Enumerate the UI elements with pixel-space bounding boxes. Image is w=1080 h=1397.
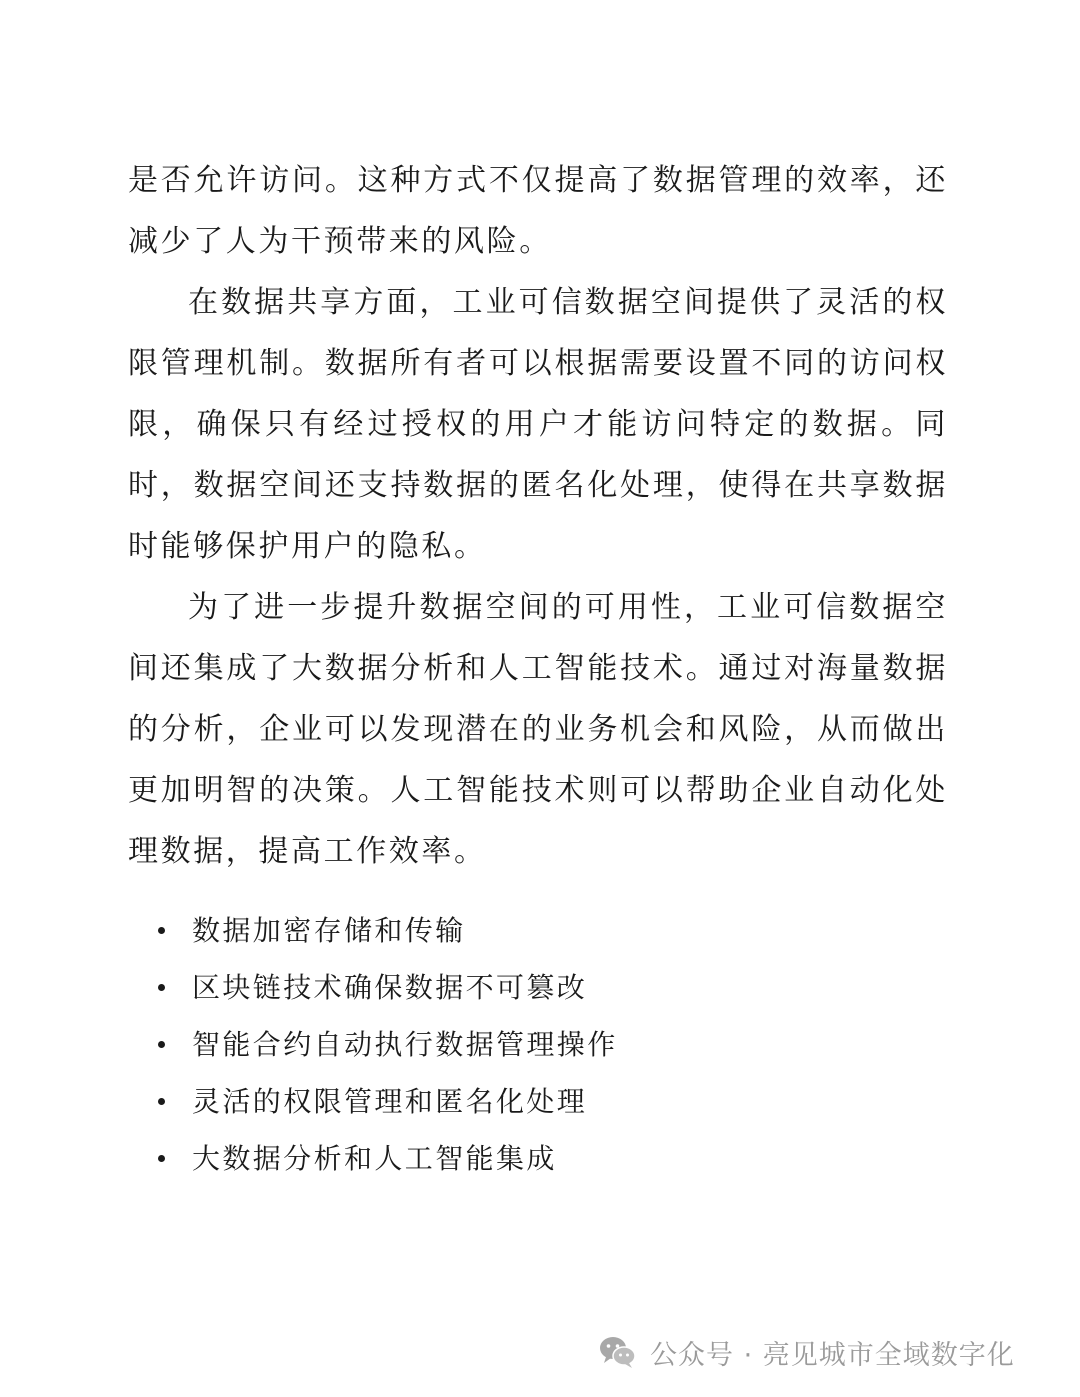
list-item	[128, 1073, 948, 1130]
list-item	[128, 902, 948, 959]
watermark	[598, 1330, 1015, 1374]
list-item-text: 智能合约自动执行数据管理操作	[192, 1028, 618, 1061]
bullet-dot-icon	[158, 1041, 165, 1048]
list-item	[128, 959, 948, 1016]
document-page	[128, 150, 948, 1187]
wechat-icon	[598, 1334, 638, 1370]
list-item-text: 大数据分析和人工智能集成	[192, 1142, 557, 1175]
watermark-text: 公众号 · 亮见城市全域数字化	[650, 1339, 1015, 1371]
paragraph-continued: 是否允许访问。这种方式不仅提高了数据管理的效率，还减少了人为干预带来的风险。	[128, 163, 948, 259]
paragraph-data-analysis: 为了进一步提升数据空间的可用性，工业可信数据空间还集成了大数据分析和人工智能技术。通过对海量数据的分析，企业可以发现潜在的业务机会和风险，从而做出更加明智的决策。人工智能技术则可以帮助企业自动化处理数据，提高工作效率。	[128, 590, 948, 869]
bullet-dot-icon	[158, 984, 165, 991]
list-item-text: 数据加密存储和传输	[192, 914, 466, 947]
list-item	[128, 1130, 948, 1187]
bullet-dot-icon	[158, 1098, 165, 1105]
bullet-dot-icon	[158, 1155, 165, 1162]
bullet-dot-icon	[158, 927, 165, 934]
list-item	[128, 1016, 948, 1073]
paragraph-data-sharing: 在数据共享方面，工业可信数据空间提供了灵活的权限管理机制。数据所有者可以根据需要设置不同的访问权限，确保只有经过授权的用户才能访问特定的数据。同时，数据空间还支持数据的匿名化处理，使得在共享数据时能够保护用户的隐私。	[128, 285, 948, 564]
list-item-text: 区块链技术确保数据不可篡改	[192, 971, 588, 1004]
list-item-text: 灵活的权限管理和匿名化处理	[192, 1085, 588, 1118]
feature-list	[128, 902, 948, 1187]
